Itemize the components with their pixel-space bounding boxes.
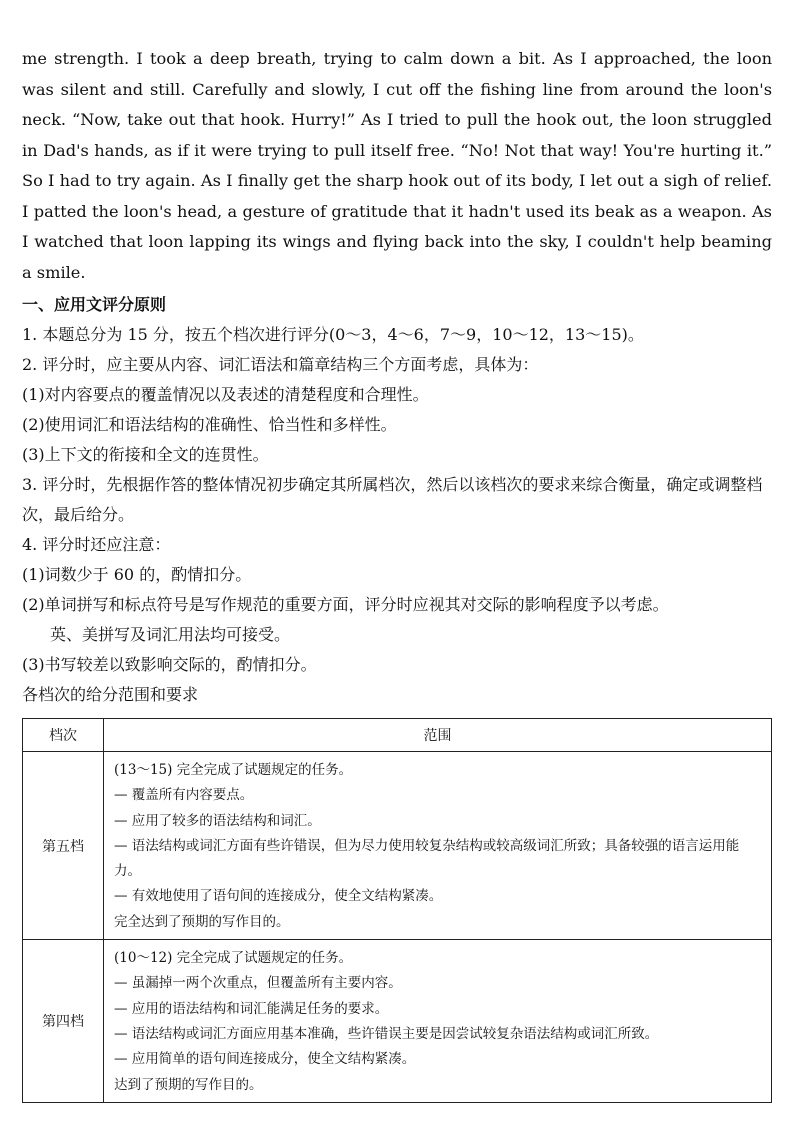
- desc-line: — 语法结构或词汇方面有些许错误，但为尽力使用较复杂结构或较高级词汇所致；具备较强的语言运用能力。: [114, 837, 740, 880]
- desc-line: — 应用了较多的语法结构和词汇。: [114, 812, 321, 829]
- desc-line: — 虽漏掉一两个次重点，但覆盖所有主要内容。: [114, 975, 402, 992]
- rule-line: (2)使用词汇和语法结构的准确性、恰当性和多样性。: [22, 415, 397, 434]
- rule-line: 1. 本题总分为 15 分，按五个档次进行评分(0～3，4～6，7～9，10～12，13～15)。: [22, 325, 644, 344]
- rule-line: (1)对内容要点的覆盖情况以及表述的清楚程度和合理性。: [22, 385, 429, 404]
- rule-line: (1)词数少于 60 的，酌情扣分。: [22, 565, 252, 584]
- passage-paragraph: me strength. I took a deep breath, trying to calm down a bit. As I approached, the loon was silent and still. Carefully and slowly, I cut off the fishing line from around the loon's neck. “Now, take out that hook. Hurry!” As I tried to pull the hook out, the loon struggled in Dad's hands, as if it were trying to pull itself free. “No! Not that way! You're hurting it.” So I had to try again. As I finally get the sharp hook out of its body, I let out a sigh of relief. I patted the loon's head, a gesture of gratitude that it hadn't used its beak as a weapon. As I watched that loon lapping its wings and flying back into the sky, I couldn't help beaming a smile.: [22, 49, 772, 282]
- desc-line: (10～12) 完全完成了试题规定的任务。: [114, 950, 353, 967]
- table-row: [23, 752, 772, 940]
- rule-line: 英、美拼写及词汇用法均可接受。: [50, 625, 291, 644]
- rule-line: 3. 评分时，先根据作答的整体情况初步确定其所属档次，然后以该档次的要求来综合衡量，确定或调整档次，最后给分。: [22, 475, 763, 524]
- desc-cell: [104, 940, 772, 1103]
- rules-list: [22, 320, 772, 680]
- table-row: [23, 940, 772, 1103]
- table-header-row: [23, 719, 772, 752]
- desc-line: — 有效地使用了语句间的连接成分，使全文结构紧凑。: [114, 888, 443, 905]
- grading-table: [22, 718, 772, 1103]
- header-range: 范围: [104, 719, 772, 752]
- desc-line: — 语法结构或词汇方面应用基本准确，些许错误主要是因尝试较复杂语法结构或词汇所致。: [114, 1025, 659, 1042]
- english-passage: [22, 44, 772, 288]
- desc-line: — 覆盖所有内容要点。: [114, 787, 254, 804]
- header-level: 档次: [23, 719, 104, 752]
- rule-line: 4. 评分时还应注意：: [22, 535, 171, 554]
- rule-line: (3)上下文的衔接和全文的连贯性。: [22, 445, 269, 464]
- desc-line: — 应用的语法结构和词汇能满足任务的要求。: [114, 1000, 389, 1017]
- rule-line: (3)书写较差以致影响交际的，酌情扣分。: [22, 655, 317, 674]
- desc-line: — 应用简单的语句间连接成分，使全文结构紧凑。: [114, 1051, 416, 1068]
- desc-line: (13～15) 完全完成了试题规定的任务。: [114, 762, 353, 778]
- level-cell: 第五档: [23, 752, 104, 940]
- rule-line: (2)单词拼写和标点符号是写作规范的重要方面，评分时应视其对交际的影响程度予以考虑。: [22, 595, 669, 614]
- desc-line: 完全达到了预期的写作目的。: [114, 913, 290, 930]
- desc-line: 达到了预期的写作目的。: [114, 1076, 263, 1093]
- section-title: 一、应用文评分原则: [22, 295, 167, 314]
- table-title: 各档次的给分范围和要求: [22, 685, 199, 704]
- rule-line: 2. 评分时，应主要从内容、词汇语法和篇章结构三个方面考虑，具体为：: [22, 355, 539, 374]
- page-content: [22, 44, 772, 1103]
- level-cell: 第四档: [23, 940, 104, 1103]
- desc-cell: [104, 752, 772, 940]
